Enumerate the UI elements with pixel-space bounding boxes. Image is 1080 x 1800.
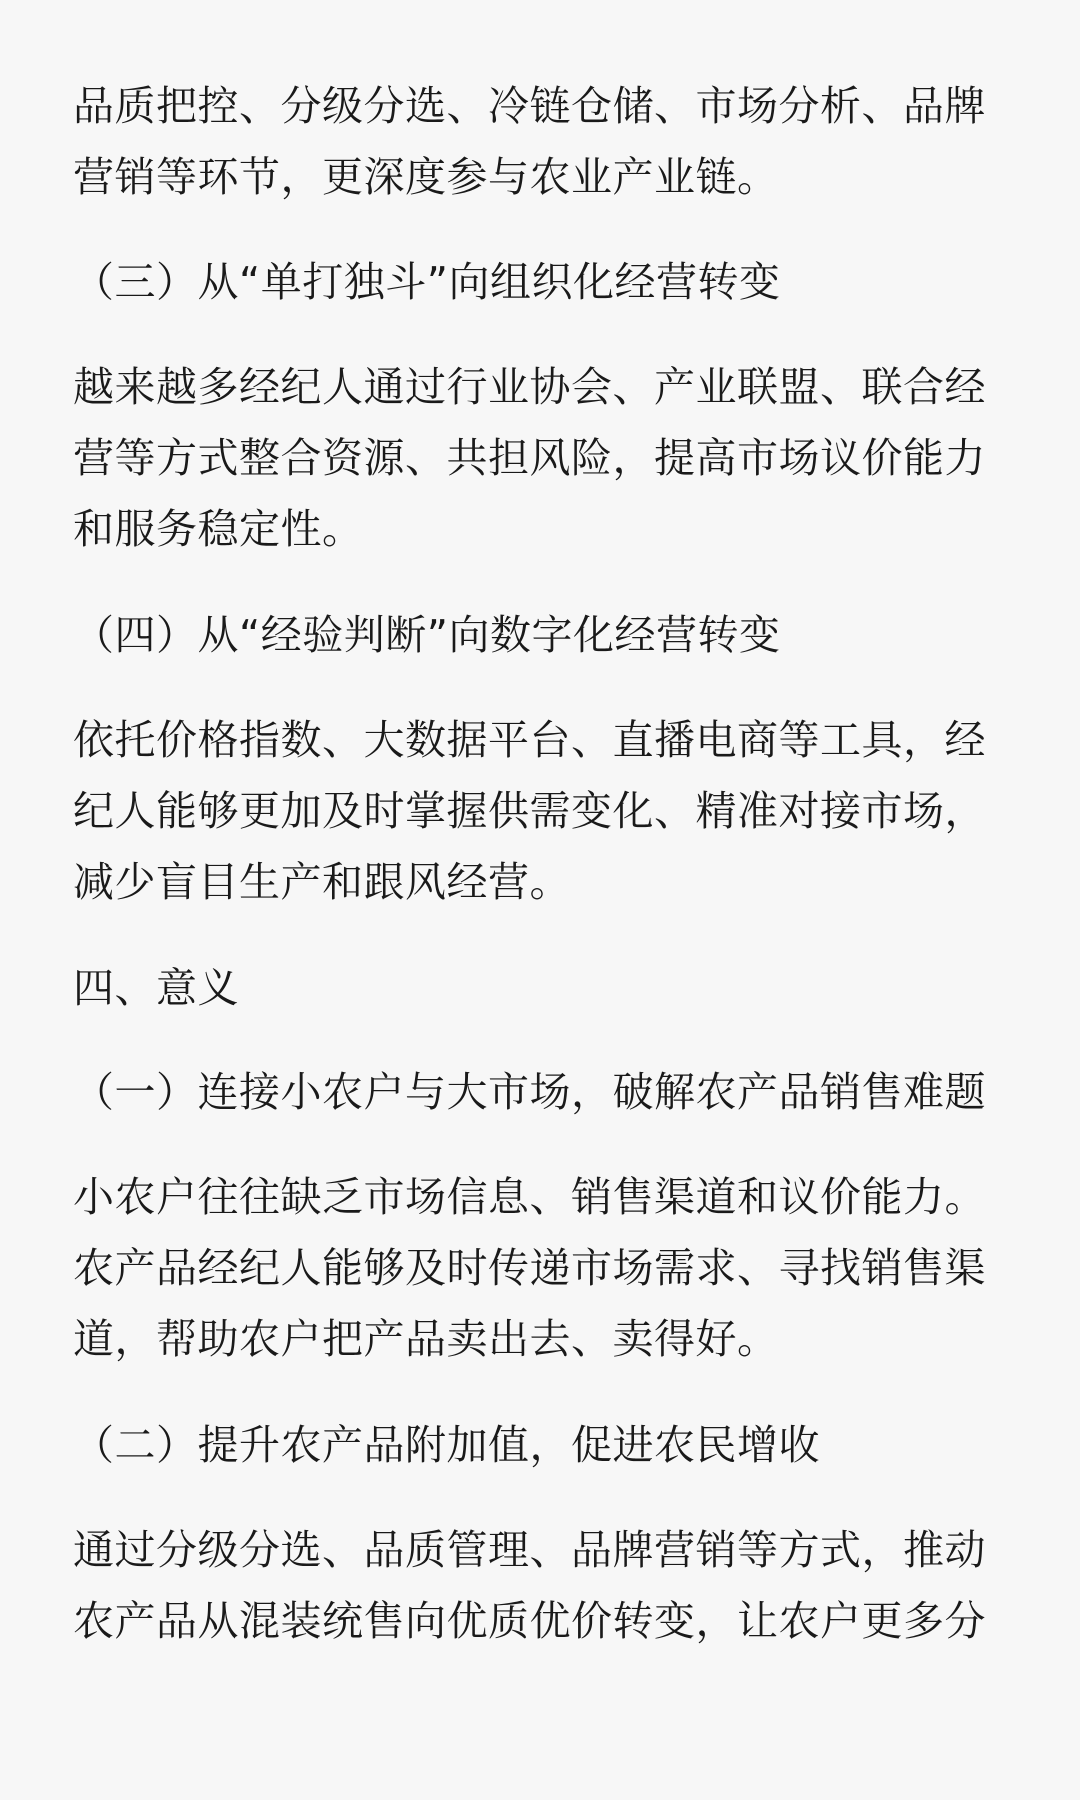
- subheading-three: （三）从“单打独斗”向组织化经营转变: [73, 258, 781, 306]
- paragraph-continued: [73, 71, 1013, 213]
- paragraph-line: 纪人能够更加及时掌握供需变化、精准对接市场，: [73, 787, 986, 835]
- paragraph-line: 农产品从混装统售向优质优价转变，让农户更多分: [73, 1597, 986, 1645]
- paragraph-line: 依托价格指数、大数据平台、直播电商等工具，经: [73, 716, 986, 764]
- subheading-four: （四）从“经验判断”向数字化经营转变: [73, 611, 781, 659]
- paragraph-line: 小农户往往缺乏市场信息、销售渠道和议价能力。: [73, 1173, 986, 1221]
- subheading-one: （一）连接小农户与大市场，破解农产品销售难题: [73, 1068, 986, 1116]
- paragraph-line: 和服务稳定性。: [73, 505, 364, 553]
- paragraph-line: 道，帮助农户把产品卖出去、卖得好。: [73, 1315, 779, 1363]
- paragraph-value-added: [73, 1515, 1013, 1657]
- paragraph-line: 农产品经纪人能够及时传递市场需求、寻找销售渠: [73, 1244, 986, 1292]
- subheading-two: （二）提升农产品附加值，促进农民增收: [73, 1421, 820, 1469]
- paragraph-line: 营销等环节，更深度参与农业产业链。: [73, 153, 779, 201]
- paragraph-line: 越来越多经纪人通过行业协会、产业联盟、联合经: [73, 363, 986, 411]
- section-title-significance: 四、意义: [73, 964, 239, 1012]
- paragraph-line: 通过分级分选、品质管理、品牌营销等方式，推动: [73, 1526, 986, 1574]
- paragraph-line: 减少盲目生产和跟风经营。: [73, 858, 571, 906]
- paragraph-connect: [73, 1162, 1013, 1375]
- paragraph-line: 营等方式整合资源、共担风险，提高市场议价能力: [73, 434, 986, 482]
- paragraph-digital: [73, 705, 1013, 918]
- paragraph-line: 品质把控、分级分选、冷链仓储、市场分析、品牌: [73, 82, 986, 130]
- paragraph-organized: [73, 352, 1013, 565]
